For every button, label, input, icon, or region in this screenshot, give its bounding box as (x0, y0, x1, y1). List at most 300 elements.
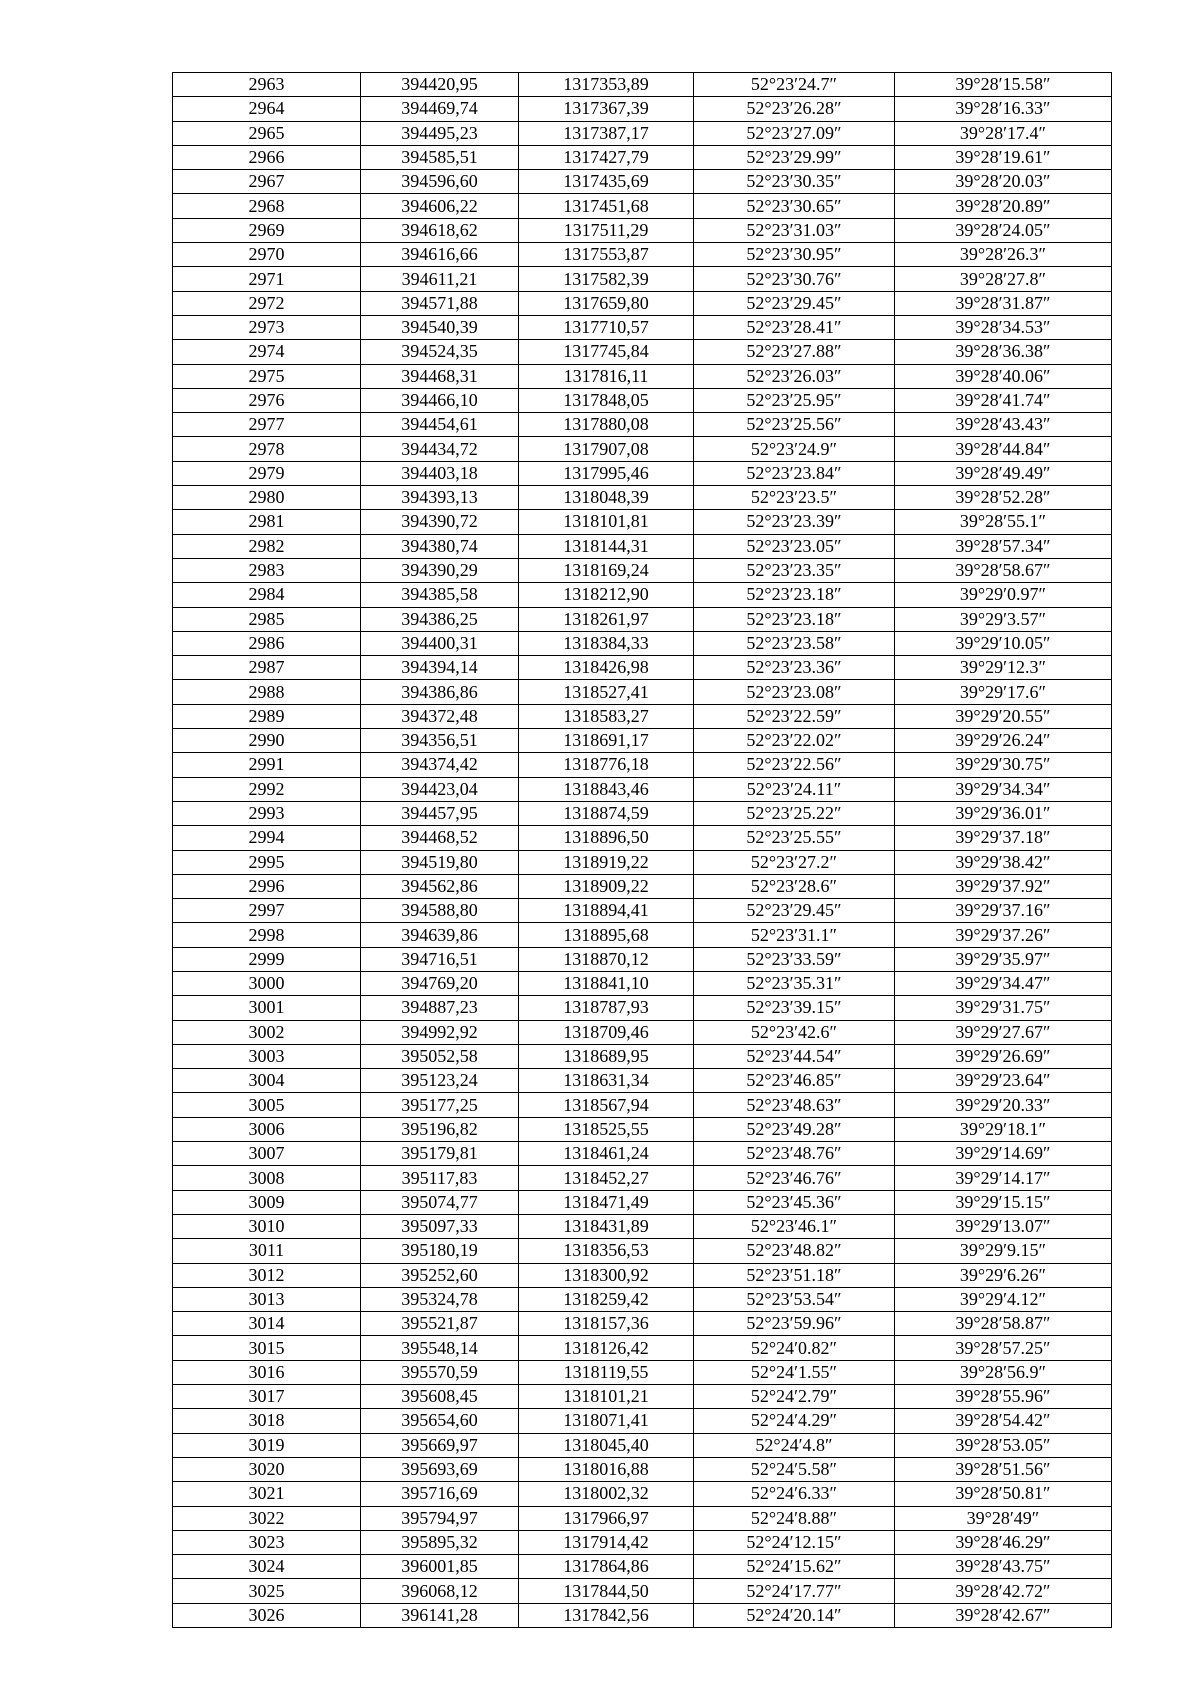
table-row (173, 1433, 1112, 1457)
longitude-cell: 39°28′52.28″ (895, 486, 1112, 510)
y-coordinate-cell: 1317582,39 (519, 267, 694, 291)
table-row (173, 704, 1112, 728)
point-number-cell: 3021 (173, 1482, 361, 1506)
longitude-cell: 39°28′15.58″ (895, 73, 1112, 97)
latitude-cell: 52°23′27.09″ (694, 121, 895, 145)
point-number-cell: 2972 (173, 291, 361, 315)
y-coordinate-cell: 1318787,93 (519, 996, 694, 1020)
x-coordinate-cell: 395654,60 (361, 1409, 519, 1433)
x-coordinate-cell: 394618,62 (361, 218, 519, 242)
longitude-cell: 39°29′37.92″ (895, 874, 1112, 898)
table-row (173, 1117, 1112, 1141)
x-coordinate-cell: 394434,72 (361, 437, 519, 461)
x-coordinate-cell: 394596,60 (361, 170, 519, 194)
longitude-cell: 39°29′36.01″ (895, 801, 1112, 825)
latitude-cell: 52°23′28.41″ (694, 315, 895, 339)
table-row (173, 461, 1112, 485)
latitude-cell: 52°23′28.6″ (694, 874, 895, 898)
table-row (173, 656, 1112, 680)
point-number-cell: 3024 (173, 1555, 361, 1579)
table-row (173, 874, 1112, 898)
x-coordinate-cell: 395548,14 (361, 1336, 519, 1360)
table-row (173, 1312, 1112, 1336)
y-coordinate-cell: 1318426,98 (519, 656, 694, 680)
x-coordinate-cell: 395570,59 (361, 1360, 519, 1384)
latitude-cell: 52°23′23.08″ (694, 680, 895, 704)
longitude-cell: 39°28′26.3″ (895, 243, 1112, 267)
longitude-cell: 39°29′26.69″ (895, 1044, 1112, 1068)
latitude-cell: 52°24′0.82″ (694, 1336, 895, 1360)
y-coordinate-cell: 1317907,08 (519, 437, 694, 461)
x-coordinate-cell: 394457,95 (361, 801, 519, 825)
longitude-cell: 39°29′4.12″ (895, 1287, 1112, 1311)
table-row (173, 388, 1112, 412)
longitude-cell: 39°29′23.64″ (895, 1069, 1112, 1093)
x-coordinate-cell: 395177,25 (361, 1093, 519, 1117)
longitude-cell: 39°28′24.05″ (895, 218, 1112, 242)
latitude-cell: 52°24′4.8″ (694, 1433, 895, 1457)
longitude-cell: 39°28′56.9″ (895, 1360, 1112, 1384)
y-coordinate-cell: 1317966,97 (519, 1506, 694, 1530)
table-row (173, 413, 1112, 437)
point-number-cell: 2993 (173, 801, 361, 825)
y-coordinate-cell: 1317995,46 (519, 461, 694, 485)
latitude-cell: 52°23′23.39″ (694, 510, 895, 534)
latitude-cell: 52°23′26.28″ (694, 97, 895, 121)
point-number-cell: 2997 (173, 899, 361, 923)
x-coordinate-cell: 394992,92 (361, 1020, 519, 1044)
y-coordinate-cell: 1317435,69 (519, 170, 694, 194)
x-coordinate-cell: 394380,74 (361, 534, 519, 558)
x-coordinate-cell: 394588,80 (361, 899, 519, 923)
point-number-cell: 3009 (173, 1190, 361, 1214)
point-number-cell: 3026 (173, 1603, 361, 1627)
longitude-cell: 39°28′31.87″ (895, 291, 1112, 315)
x-coordinate-cell: 394403,18 (361, 461, 519, 485)
x-coordinate-cell: 394420,95 (361, 73, 519, 97)
table-row (173, 923, 1112, 947)
latitude-cell: 52°23′26.03″ (694, 364, 895, 388)
x-coordinate-cell: 394374,42 (361, 753, 519, 777)
y-coordinate-cell: 1318261,97 (519, 607, 694, 631)
latitude-cell: 52°23′23.18″ (694, 607, 895, 631)
table-row (173, 145, 1112, 169)
latitude-cell: 52°24′4.29″ (694, 1409, 895, 1433)
point-number-cell: 2975 (173, 364, 361, 388)
longitude-cell: 39°28′20.03″ (895, 170, 1112, 194)
y-coordinate-cell: 1318895,68 (519, 923, 694, 947)
table-row (173, 1214, 1112, 1238)
point-number-cell: 2963 (173, 73, 361, 97)
point-number-cell: 3012 (173, 1263, 361, 1287)
table-row (173, 121, 1112, 145)
y-coordinate-cell: 1318874,59 (519, 801, 694, 825)
longitude-cell: 39°28′43.75″ (895, 1555, 1112, 1579)
table-row (173, 218, 1112, 242)
table-row (173, 1263, 1112, 1287)
x-coordinate-cell: 395252,60 (361, 1263, 519, 1287)
x-coordinate-cell: 394887,23 (361, 996, 519, 1020)
table-row (173, 340, 1112, 364)
longitude-cell: 39°29′10.05″ (895, 631, 1112, 655)
point-number-cell: 2988 (173, 680, 361, 704)
point-number-cell: 3005 (173, 1093, 361, 1117)
latitude-cell: 52°23′23.58″ (694, 631, 895, 655)
table-row (173, 680, 1112, 704)
longitude-cell: 39°28′42.72″ (895, 1579, 1112, 1603)
y-coordinate-cell: 1318212,90 (519, 583, 694, 607)
x-coordinate-cell: 395669,97 (361, 1433, 519, 1457)
latitude-cell: 52°23′27.88″ (694, 340, 895, 364)
table-row (173, 753, 1112, 777)
longitude-cell: 39°28′58.87″ (895, 1312, 1112, 1336)
x-coordinate-cell: 395895,32 (361, 1530, 519, 1554)
point-number-cell: 2980 (173, 486, 361, 510)
x-coordinate-cell: 394611,21 (361, 267, 519, 291)
y-coordinate-cell: 1318583,27 (519, 704, 694, 728)
point-number-cell: 2981 (173, 510, 361, 534)
y-coordinate-cell: 1318045,40 (519, 1433, 694, 1457)
coordinates-table (172, 72, 1112, 1628)
longitude-cell: 39°29′27.67″ (895, 1020, 1112, 1044)
latitude-cell: 52°23′45.36″ (694, 1190, 895, 1214)
point-number-cell: 2995 (173, 850, 361, 874)
longitude-cell: 39°29′38.42″ (895, 850, 1112, 874)
longitude-cell: 39°29′15.15″ (895, 1190, 1112, 1214)
table-row (173, 170, 1112, 194)
table-row (173, 364, 1112, 388)
longitude-cell: 39°29′34.34″ (895, 777, 1112, 801)
longitude-cell: 39°28′57.25″ (895, 1336, 1112, 1360)
longitude-cell: 39°29′3.57″ (895, 607, 1112, 631)
x-coordinate-cell: 394585,51 (361, 145, 519, 169)
x-coordinate-cell: 395693,69 (361, 1457, 519, 1481)
table-row (173, 850, 1112, 874)
longitude-cell: 39°29′14.69″ (895, 1142, 1112, 1166)
x-coordinate-cell: 395123,24 (361, 1069, 519, 1093)
y-coordinate-cell: 1318101,21 (519, 1385, 694, 1409)
y-coordinate-cell: 1318689,95 (519, 1044, 694, 1068)
y-coordinate-cell: 1318101,81 (519, 510, 694, 534)
point-number-cell: 2994 (173, 826, 361, 850)
longitude-cell: 39°29′6.26″ (895, 1263, 1112, 1287)
longitude-cell: 39°29′26.24″ (895, 729, 1112, 753)
x-coordinate-cell: 394390,72 (361, 510, 519, 534)
y-coordinate-cell: 1317844,50 (519, 1579, 694, 1603)
latitude-cell: 52°23′25.56″ (694, 413, 895, 437)
x-coordinate-cell: 395117,83 (361, 1166, 519, 1190)
table-row (173, 194, 1112, 218)
longitude-cell: 39°29′20.55″ (895, 704, 1112, 728)
latitude-cell: 52°23′23.05″ (694, 534, 895, 558)
x-coordinate-cell: 394390,29 (361, 558, 519, 582)
point-number-cell: 3004 (173, 1069, 361, 1093)
y-coordinate-cell: 1318384,33 (519, 631, 694, 655)
y-coordinate-cell: 1317745,84 (519, 340, 694, 364)
y-coordinate-cell: 1317451,68 (519, 194, 694, 218)
table-row (173, 801, 1112, 825)
latitude-cell: 52°23′30.35″ (694, 170, 895, 194)
y-coordinate-cell: 1318126,42 (519, 1336, 694, 1360)
x-coordinate-cell: 394423,04 (361, 777, 519, 801)
longitude-cell: 39°28′41.74″ (895, 388, 1112, 412)
x-coordinate-cell: 394385,58 (361, 583, 519, 607)
y-coordinate-cell: 1318169,24 (519, 558, 694, 582)
x-coordinate-cell: 394386,25 (361, 607, 519, 631)
x-coordinate-cell: 396068,12 (361, 1579, 519, 1603)
y-coordinate-cell: 1318461,24 (519, 1142, 694, 1166)
table-row (173, 1044, 1112, 1068)
point-number-cell: 2998 (173, 923, 361, 947)
y-coordinate-cell: 1318631,34 (519, 1069, 694, 1093)
x-coordinate-cell: 394769,20 (361, 971, 519, 995)
x-coordinate-cell: 394468,52 (361, 826, 519, 850)
longitude-cell: 39°29′31.75″ (895, 996, 1112, 1020)
x-coordinate-cell: 395324,78 (361, 1287, 519, 1311)
y-coordinate-cell: 1318016,88 (519, 1457, 694, 1481)
table-row (173, 1166, 1112, 1190)
longitude-cell: 39°28′49.49″ (895, 461, 1112, 485)
point-number-cell: 2974 (173, 340, 361, 364)
point-number-cell: 2968 (173, 194, 361, 218)
longitude-cell: 39°29′37.18″ (895, 826, 1112, 850)
table-row (173, 1190, 1112, 1214)
table-row (173, 826, 1112, 850)
point-number-cell: 2992 (173, 777, 361, 801)
point-number-cell: 2965 (173, 121, 361, 145)
y-coordinate-cell: 1318471,49 (519, 1190, 694, 1214)
table-row (173, 267, 1112, 291)
table-row (173, 558, 1112, 582)
x-coordinate-cell: 395180,19 (361, 1239, 519, 1263)
latitude-cell: 52°23′44.54″ (694, 1044, 895, 1068)
y-coordinate-cell: 1318259,42 (519, 1287, 694, 1311)
table-row (173, 534, 1112, 558)
latitude-cell: 52°24′20.14″ (694, 1603, 895, 1627)
point-number-cell: 2967 (173, 170, 361, 194)
point-number-cell: 2984 (173, 583, 361, 607)
y-coordinate-cell: 1318119,55 (519, 1360, 694, 1384)
y-coordinate-cell: 1317367,39 (519, 97, 694, 121)
latitude-cell: 52°24′17.77″ (694, 1579, 895, 1603)
longitude-cell: 39°28′54.42″ (895, 1409, 1112, 1433)
y-coordinate-cell: 1318157,36 (519, 1312, 694, 1336)
longitude-cell: 39°28′19.61″ (895, 145, 1112, 169)
latitude-cell: 52°23′22.59″ (694, 704, 895, 728)
latitude-cell: 52°23′31.1″ (694, 923, 895, 947)
point-number-cell: 3003 (173, 1044, 361, 1068)
y-coordinate-cell: 1318776,18 (519, 753, 694, 777)
table-row (173, 1360, 1112, 1384)
y-coordinate-cell: 1317864,86 (519, 1555, 694, 1579)
x-coordinate-cell: 394466,10 (361, 388, 519, 412)
longitude-cell: 39°29′14.17″ (895, 1166, 1112, 1190)
table-row (173, 73, 1112, 97)
x-coordinate-cell: 396141,28 (361, 1603, 519, 1627)
table-row (173, 1530, 1112, 1554)
longitude-cell: 39°28′20.89″ (895, 194, 1112, 218)
table-row (173, 631, 1112, 655)
point-number-cell: 2964 (173, 97, 361, 121)
point-number-cell: 3014 (173, 1312, 361, 1336)
longitude-cell: 39°28′55.1″ (895, 510, 1112, 534)
y-coordinate-cell: 1317387,17 (519, 121, 694, 145)
y-coordinate-cell: 1318709,46 (519, 1020, 694, 1044)
y-coordinate-cell: 1317427,79 (519, 145, 694, 169)
latitude-cell: 52°23′46.76″ (694, 1166, 895, 1190)
latitude-cell: 52°23′30.76″ (694, 267, 895, 291)
point-number-cell: 2976 (173, 388, 361, 412)
y-coordinate-cell: 1317553,87 (519, 243, 694, 267)
latitude-cell: 52°24′12.15″ (694, 1530, 895, 1554)
longitude-cell: 39°28′51.56″ (895, 1457, 1112, 1481)
latitude-cell: 52°23′23.35″ (694, 558, 895, 582)
x-coordinate-cell: 396001,85 (361, 1555, 519, 1579)
point-number-cell: 3002 (173, 1020, 361, 1044)
table-row (173, 1457, 1112, 1481)
longitude-cell: 39°29′9.15″ (895, 1239, 1112, 1263)
latitude-cell: 52°23′25.55″ (694, 826, 895, 850)
table-row (173, 1579, 1112, 1603)
latitude-cell: 52°23′51.18″ (694, 1263, 895, 1287)
table-row (173, 1506, 1112, 1530)
latitude-cell: 52°24′5.58″ (694, 1457, 895, 1481)
latitude-cell: 52°24′2.79″ (694, 1385, 895, 1409)
x-coordinate-cell: 394616,66 (361, 243, 519, 267)
table-row (173, 729, 1112, 753)
latitude-cell: 52°23′29.45″ (694, 899, 895, 923)
x-coordinate-cell: 395794,97 (361, 1506, 519, 1530)
longitude-cell: 39°28′40.06″ (895, 364, 1112, 388)
point-number-cell: 3019 (173, 1433, 361, 1457)
point-number-cell: 3007 (173, 1142, 361, 1166)
point-number-cell: 3013 (173, 1287, 361, 1311)
point-number-cell: 2985 (173, 607, 361, 631)
latitude-cell: 52°23′23.36″ (694, 656, 895, 680)
latitude-cell: 52°23′53.54″ (694, 1287, 895, 1311)
point-number-cell: 2969 (173, 218, 361, 242)
longitude-cell: 39°29′0.97″ (895, 583, 1112, 607)
point-number-cell: 2986 (173, 631, 361, 655)
y-coordinate-cell: 1318919,22 (519, 850, 694, 874)
point-number-cell: 3011 (173, 1239, 361, 1263)
y-coordinate-cell: 1318300,92 (519, 1263, 694, 1287)
longitude-cell: 39°29′18.1″ (895, 1117, 1112, 1141)
point-number-cell: 2989 (173, 704, 361, 728)
y-coordinate-cell: 1318144,31 (519, 534, 694, 558)
table-row (173, 243, 1112, 267)
point-number-cell: 3015 (173, 1336, 361, 1360)
point-number-cell: 2999 (173, 947, 361, 971)
point-number-cell: 3022 (173, 1506, 361, 1530)
y-coordinate-cell: 1317710,57 (519, 315, 694, 339)
longitude-cell: 39°29′17.6″ (895, 680, 1112, 704)
x-coordinate-cell: 394540,39 (361, 315, 519, 339)
longitude-cell: 39°28′36.38″ (895, 340, 1112, 364)
point-number-cell: 3000 (173, 971, 361, 995)
x-coordinate-cell: 394639,86 (361, 923, 519, 947)
x-coordinate-cell: 395716,69 (361, 1482, 519, 1506)
x-coordinate-cell: 395608,45 (361, 1385, 519, 1409)
point-number-cell: 3008 (173, 1166, 361, 1190)
point-number-cell: 2987 (173, 656, 361, 680)
latitude-cell: 52°23′27.2″ (694, 850, 895, 874)
table-row (173, 607, 1112, 631)
y-coordinate-cell: 1318841,10 (519, 971, 694, 995)
table-row (173, 1385, 1112, 1409)
x-coordinate-cell: 394524,35 (361, 340, 519, 364)
longitude-cell: 39°29′13.07″ (895, 1214, 1112, 1238)
table-row (173, 1409, 1112, 1433)
y-coordinate-cell: 1318431,89 (519, 1214, 694, 1238)
latitude-cell: 52°23′29.99″ (694, 145, 895, 169)
point-number-cell: 3023 (173, 1530, 361, 1554)
table-row (173, 1239, 1112, 1263)
point-number-cell: 2990 (173, 729, 361, 753)
y-coordinate-cell: 1317880,08 (519, 413, 694, 437)
y-coordinate-cell: 1318691,17 (519, 729, 694, 753)
y-coordinate-cell: 1317842,56 (519, 1603, 694, 1627)
y-coordinate-cell: 1318071,41 (519, 1409, 694, 1433)
x-coordinate-cell: 394454,61 (361, 413, 519, 437)
y-coordinate-cell: 1318909,22 (519, 874, 694, 898)
longitude-cell: 39°28′44.84″ (895, 437, 1112, 461)
point-number-cell: 2982 (173, 534, 361, 558)
latitude-cell: 52°23′33.59″ (694, 947, 895, 971)
x-coordinate-cell: 394469,74 (361, 97, 519, 121)
x-coordinate-cell: 394356,51 (361, 729, 519, 753)
latitude-cell: 52°23′24.11″ (694, 777, 895, 801)
x-coordinate-cell: 394400,31 (361, 631, 519, 655)
coordinates-table-body (173, 73, 1112, 1628)
latitude-cell: 52°23′59.96″ (694, 1312, 895, 1336)
table-row (173, 947, 1112, 971)
table-row (173, 315, 1112, 339)
point-number-cell: 2971 (173, 267, 361, 291)
latitude-cell: 52°24′6.33″ (694, 1482, 895, 1506)
y-coordinate-cell: 1318048,39 (519, 486, 694, 510)
table-row (173, 486, 1112, 510)
table-row (173, 1020, 1112, 1044)
latitude-cell: 52°23′23.18″ (694, 583, 895, 607)
point-number-cell: 2978 (173, 437, 361, 461)
table-row (173, 291, 1112, 315)
latitude-cell: 52°23′24.9″ (694, 437, 895, 461)
longitude-cell: 39°28′46.29″ (895, 1530, 1112, 1554)
point-number-cell: 3001 (173, 996, 361, 1020)
table-row (173, 1555, 1112, 1579)
x-coordinate-cell: 394519,80 (361, 850, 519, 874)
longitude-cell: 39°29′37.16″ (895, 899, 1112, 923)
y-coordinate-cell: 1318527,41 (519, 680, 694, 704)
latitude-cell: 52°23′48.76″ (694, 1142, 895, 1166)
point-number-cell: 2973 (173, 315, 361, 339)
latitude-cell: 52°23′48.63″ (694, 1093, 895, 1117)
longitude-cell: 39°29′20.33″ (895, 1093, 1112, 1117)
point-number-cell: 3006 (173, 1117, 361, 1141)
point-number-cell: 3020 (173, 1457, 361, 1481)
longitude-cell: 39°28′53.05″ (895, 1433, 1112, 1457)
longitude-cell: 39°29′34.47″ (895, 971, 1112, 995)
longitude-cell: 39°28′42.67″ (895, 1603, 1112, 1627)
longitude-cell: 39°29′12.3″ (895, 656, 1112, 680)
x-coordinate-cell: 394495,23 (361, 121, 519, 145)
table-row (173, 777, 1112, 801)
table-row (173, 1482, 1112, 1506)
y-coordinate-cell: 1318002,32 (519, 1482, 694, 1506)
x-coordinate-cell: 395052,58 (361, 1044, 519, 1068)
x-coordinate-cell: 395097,33 (361, 1214, 519, 1238)
